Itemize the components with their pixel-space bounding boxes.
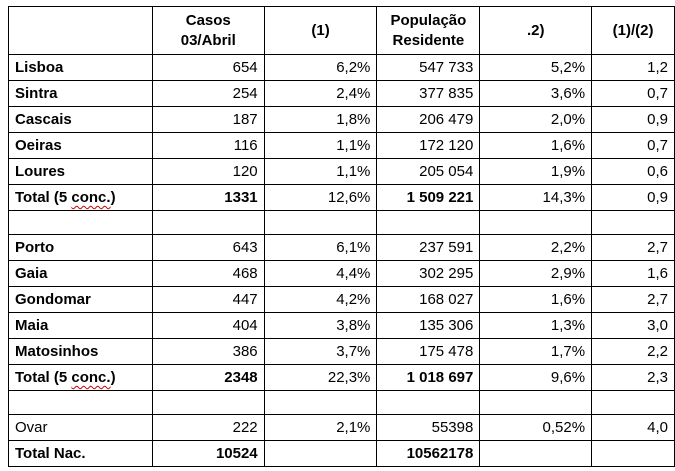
municipality-name: Loures	[9, 159, 153, 185]
total-label-end: )	[110, 369, 116, 386]
total-label-text: Total (5	[15, 369, 72, 386]
national-total-label: Total Nac.	[9, 441, 153, 467]
empty-cell	[152, 391, 264, 415]
ratio-value: 2,7	[592, 287, 675, 313]
table-row	[9, 261, 675, 287]
table-row	[9, 339, 675, 365]
table-row	[9, 235, 675, 261]
header-pct-population: .2)	[480, 7, 592, 55]
population-value: 547 733	[377, 55, 480, 81]
header-population-line2: Residente	[392, 31, 465, 49]
cases-value: 120	[152, 159, 264, 185]
municipality-name: Ovar	[9, 415, 153, 441]
empty-cell	[377, 391, 480, 415]
spacer-row	[9, 391, 675, 415]
lisbon-total-cases: 1331	[152, 185, 264, 211]
porto-total-population-pct: 9,6%	[480, 365, 592, 391]
cases-pct: 1,1%	[264, 159, 377, 185]
empty-cell	[264, 391, 377, 415]
national-total-population: 10562178	[377, 441, 480, 467]
empty-cell	[592, 211, 675, 235]
population-pct: 1,7%	[480, 339, 592, 365]
ratio-value: 1,2	[592, 55, 675, 81]
lisbon-total-cases-pct: 12,6%	[264, 185, 377, 211]
national-total-cases: 10524	[152, 441, 264, 467]
cases-pct: 1,8%	[264, 107, 377, 133]
population-pct: 0,52%	[480, 415, 592, 441]
total-label-conc: conc.	[71, 189, 111, 206]
header-municipality	[9, 7, 153, 55]
cases-value: 447	[152, 287, 264, 313]
empty-cell	[592, 391, 675, 415]
municipality-name: Cascais	[9, 107, 153, 133]
cases-value: 468	[152, 261, 264, 287]
population-value: 377 835	[377, 81, 480, 107]
cases-pct: 6,2%	[264, 55, 377, 81]
ratio-value: 0,7	[592, 133, 675, 159]
table-row	[9, 159, 675, 185]
national-total-row	[9, 441, 675, 467]
table-row	[9, 313, 675, 339]
empty-cell	[480, 441, 592, 467]
municipality-name: Matosinhos	[9, 339, 153, 365]
ratio-value: 0,6	[592, 159, 675, 185]
population-pct: 3,6%	[480, 81, 592, 107]
cases-pct: 4,2%	[264, 287, 377, 313]
population-value: 168 027	[377, 287, 480, 313]
porto-total-cases: 2348	[152, 365, 264, 391]
empty-cell	[264, 211, 377, 235]
municipality-name: Sintra	[9, 81, 153, 107]
cases-pct: 2,1%	[264, 415, 377, 441]
population-pct: 2,0%	[480, 107, 592, 133]
header-cases	[152, 7, 264, 55]
table-row	[9, 81, 675, 107]
empty-cell	[9, 211, 153, 235]
municipality-name: Gaia	[9, 261, 153, 287]
header-row	[9, 7, 675, 55]
empty-cell	[264, 441, 377, 467]
cases-pct: 2,4%	[264, 81, 377, 107]
lisbon-total-ratio: 0,9	[592, 185, 675, 211]
cases-value: 222	[152, 415, 264, 441]
ratio-value: 0,7	[592, 81, 675, 107]
porto-total-cases-pct: 22,3%	[264, 365, 377, 391]
population-value: 172 120	[377, 133, 480, 159]
empty-cell	[480, 391, 592, 415]
municipality-name: Maia	[9, 313, 153, 339]
population-pct: 1,6%	[480, 133, 592, 159]
empty-cell	[592, 441, 675, 467]
empty-cell	[377, 211, 480, 235]
empty-cell	[480, 211, 592, 235]
municipality-name: Oeiras	[9, 133, 153, 159]
cases-value: 254	[152, 81, 264, 107]
cases-pct: 3,7%	[264, 339, 377, 365]
population-value: 55398	[377, 415, 480, 441]
header-ratio: (1)/(2)	[592, 7, 675, 55]
ratio-value: 1,6	[592, 261, 675, 287]
table-row	[9, 287, 675, 313]
municipalities-cases-table	[8, 6, 675, 467]
total-label-end: )	[110, 189, 116, 206]
population-value: 205 054	[377, 159, 480, 185]
population-value: 175 478	[377, 339, 480, 365]
empty-cell	[152, 211, 264, 235]
header-cases-line1: Casos	[185, 11, 231, 29]
spacer-row	[9, 211, 675, 235]
lisbon-total-population: 1 509 221	[377, 185, 480, 211]
table-row	[9, 107, 675, 133]
population-value: 206 479	[377, 107, 480, 133]
population-pct: 1,9%	[480, 159, 592, 185]
cases-value: 643	[152, 235, 264, 261]
table-row	[9, 55, 675, 81]
lisbon-total-population-pct: 14,3%	[480, 185, 592, 211]
ratio-value: 3,0	[592, 313, 675, 339]
empty-cell	[9, 391, 153, 415]
cases-value: 404	[152, 313, 264, 339]
population-pct: 1,3%	[480, 313, 592, 339]
total-label-conc: conc.	[71, 369, 111, 386]
population-value: 302 295	[377, 261, 480, 287]
header-population	[377, 7, 480, 55]
cases-pct: 4,4%	[264, 261, 377, 287]
ratio-value: 4,0	[592, 415, 675, 441]
cases-value: 654	[152, 55, 264, 81]
cases-pct: 6,1%	[264, 235, 377, 261]
lisbon-total-label	[9, 185, 153, 211]
ratio-value: 2,7	[592, 235, 675, 261]
cases-pct: 1,1%	[264, 133, 377, 159]
municipality-name: Porto	[9, 235, 153, 261]
total-label-text: Total (5	[15, 189, 72, 206]
cases-value: 187	[152, 107, 264, 133]
municipality-name: Lisboa	[9, 55, 153, 81]
porto-total-row	[9, 365, 675, 391]
ratio-value: 0,9	[592, 107, 675, 133]
header-population-line1: População	[390, 11, 467, 29]
municipality-name: Gondomar	[9, 287, 153, 313]
population-value: 237 591	[377, 235, 480, 261]
porto-total-ratio: 2,3	[592, 365, 675, 391]
ovar-row	[9, 415, 675, 441]
cases-value: 116	[152, 133, 264, 159]
header-cases-line2: 03/Abril	[180, 31, 236, 49]
ratio-value: 2,2	[592, 339, 675, 365]
cases-pct: 3,8%	[264, 313, 377, 339]
population-pct: 2,9%	[480, 261, 592, 287]
porto-total-population: 1 018 697	[377, 365, 480, 391]
cases-value: 386	[152, 339, 264, 365]
porto-total-label	[9, 365, 153, 391]
population-pct: 5,2%	[480, 55, 592, 81]
population-value: 135 306	[377, 313, 480, 339]
header-pct-cases: (1)	[264, 7, 377, 55]
population-pct: 1,6%	[480, 287, 592, 313]
table-row	[9, 133, 675, 159]
lisbon-total-row	[9, 185, 675, 211]
population-pct: 2,2%	[480, 235, 592, 261]
